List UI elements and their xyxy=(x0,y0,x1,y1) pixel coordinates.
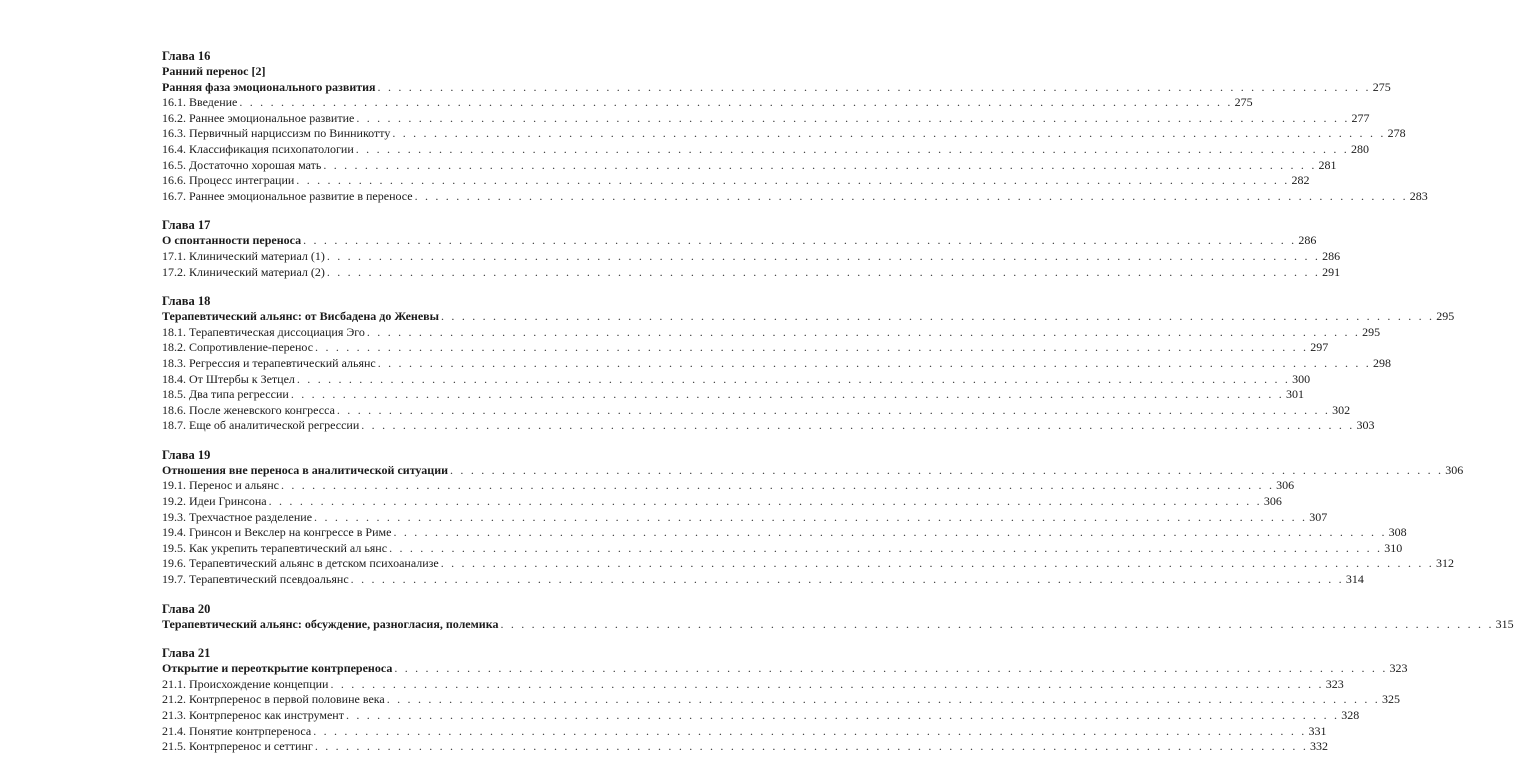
dot-leader xyxy=(500,617,1493,633)
entry-title: 19.7. Терапевтический псевдоальянс xyxy=(162,572,349,587)
entry-title: 21.1. Происхождение концепции xyxy=(162,676,329,691)
page-number: 332 xyxy=(1310,739,1329,754)
chapter-block xyxy=(162,601,1514,633)
page-number: 312 xyxy=(1435,556,1454,571)
chapter-block xyxy=(162,49,1428,204)
chapter-title-entry xyxy=(162,64,567,80)
page-number: 323 xyxy=(1389,661,1408,676)
chapter-label: Глава 16 xyxy=(162,49,211,63)
page-number: 286 xyxy=(1298,233,1317,248)
dot-leader xyxy=(378,356,1371,372)
entry-title: 16.5. Достаточно хорошая мать xyxy=(162,157,322,172)
dot-leader xyxy=(392,126,1385,142)
section-entry xyxy=(162,509,1328,526)
page-number: 306 xyxy=(1263,494,1282,509)
dot-leader xyxy=(313,724,1306,740)
dot-leader xyxy=(314,510,1307,526)
dot-leader xyxy=(441,309,1434,325)
entry-title: 17.2. Клинический материал (2) xyxy=(162,264,325,279)
section-entry xyxy=(162,708,1360,724)
page-number: 297 xyxy=(1310,340,1329,355)
dot-leader xyxy=(323,158,1316,174)
section-entry xyxy=(162,95,1253,111)
entry-title: 16.4. Классификация психопатологии xyxy=(162,141,354,156)
section-entry xyxy=(162,739,1329,755)
page-number: 306 xyxy=(1445,462,1464,477)
dot-leader xyxy=(367,325,1360,341)
entry-title: 18.4. От Штербы к Зетцел xyxy=(162,371,295,386)
chapter-title-entry xyxy=(162,661,1408,677)
dot-leader xyxy=(327,249,1320,265)
entry-title: 18.3. Регрессия и терапевтический альянс xyxy=(162,355,376,370)
section-entry xyxy=(162,188,1428,205)
dot-leader xyxy=(303,233,1296,249)
section-entry xyxy=(162,324,1381,341)
dot-leader xyxy=(315,340,1308,356)
page-number: 275 xyxy=(1372,79,1391,94)
dot-leader xyxy=(393,525,1386,541)
section-entry xyxy=(162,676,1344,693)
dot-leader xyxy=(239,95,1232,111)
section-entry xyxy=(162,556,1454,572)
dot-leader xyxy=(337,403,1330,419)
page-number: 303 xyxy=(1356,418,1375,433)
dot-leader xyxy=(415,189,1408,205)
entry-title: 17.1. Клинический материал (1) xyxy=(162,248,325,263)
chapter-label: Глава 20 xyxy=(162,601,211,616)
entry-title: Открытие и переоткрытие контрпереноса xyxy=(162,661,393,676)
dot-leader xyxy=(269,494,1262,510)
entry-title: О спонтанности переноса xyxy=(162,233,302,248)
section-entry xyxy=(162,723,1327,740)
page-number: 306 xyxy=(1276,478,1295,493)
entry-title: Ранний перенос [2] xyxy=(162,64,266,78)
section-entry xyxy=(162,126,1406,142)
section-entry xyxy=(162,692,1400,708)
entry-title: 19.3. Трехчастное разделение xyxy=(162,509,313,524)
section-entry xyxy=(162,264,1341,281)
entry-title: 19.2. Идеи Гринсона xyxy=(162,494,267,509)
entry-title: 21.5. Контрперенос и сеттинг xyxy=(162,739,313,754)
page-number: 310 xyxy=(1384,540,1403,555)
chapter-label: Глава 17 xyxy=(162,218,211,233)
section-entry xyxy=(162,110,1370,127)
entry-title: Отношения вне переноса в аналитической ситуации xyxy=(162,462,449,477)
section-entry xyxy=(162,494,1282,510)
entry-title: 16.6. Процесс интеграции xyxy=(162,173,295,188)
entry-title: 19.4. Гринсон и Векслер на конгрессе в Риме xyxy=(162,525,392,540)
entry-title: 16.1. Введение xyxy=(162,95,238,110)
page-number: 302 xyxy=(1332,402,1351,417)
page-number: 323 xyxy=(1325,676,1344,691)
page-number: 281 xyxy=(1318,157,1337,172)
chapter-label: Глава 19 xyxy=(162,447,211,462)
dot-leader xyxy=(450,463,1443,479)
page-number: 295 xyxy=(1362,324,1381,339)
dot-leader xyxy=(327,265,1320,281)
page-number: 280 xyxy=(1350,141,1369,156)
dot-leader xyxy=(441,556,1434,572)
dot-leader xyxy=(389,541,1382,557)
entry-title: 16.3. Первичный нарциссизм по Винникотту xyxy=(162,126,391,141)
page-number: 278 xyxy=(1387,126,1406,141)
dot-leader xyxy=(291,387,1284,403)
section-entry xyxy=(162,340,1329,356)
section-entry xyxy=(162,478,1295,494)
entry-title: 21.4. Понятие контрпереноса xyxy=(162,723,312,738)
section-entry xyxy=(162,173,1310,189)
dot-leader xyxy=(351,572,1344,588)
page-number: 275 xyxy=(1234,95,1253,110)
dot-leader xyxy=(361,418,1354,434)
chapter-title-entry xyxy=(162,79,1391,96)
section-entry xyxy=(162,402,1351,419)
dot-leader xyxy=(356,142,1349,158)
page-number: 331 xyxy=(1308,723,1327,738)
page-number: 298 xyxy=(1372,355,1391,370)
dot-leader xyxy=(387,692,1380,708)
section-entry xyxy=(162,157,1337,174)
page-number: 291 xyxy=(1322,264,1341,279)
dot-leader xyxy=(394,661,1387,677)
entry-title: 18.2. Сопротивление-перенос xyxy=(162,340,314,355)
section-entry xyxy=(162,371,1311,388)
page-number: 295 xyxy=(1436,309,1455,324)
entry-title: 16.7. Раннее эмоциональное развитие в переносе xyxy=(162,188,413,203)
section-entry xyxy=(162,248,1341,265)
chapter-title-entry xyxy=(162,233,1317,249)
dot-leader xyxy=(296,173,1289,189)
chapter-label: Глава 18 xyxy=(162,294,211,309)
page-number: 307 xyxy=(1309,509,1328,524)
section-entry xyxy=(162,525,1407,541)
dot-leader xyxy=(297,372,1290,388)
entry-title: 19.1. Перенос и альянс xyxy=(162,478,279,493)
dot-leader xyxy=(378,80,1371,96)
section-entry xyxy=(162,387,1305,403)
entry-title: 18.7. Еще об аналитической регрессии xyxy=(162,418,360,433)
chapter-title-entry xyxy=(162,309,1455,325)
entry-title: 21.3. Контрперенос как инструмент xyxy=(162,708,344,722)
page-number: 328 xyxy=(1341,708,1360,722)
chapter-block xyxy=(162,646,1408,755)
chapter-block xyxy=(162,294,1455,434)
page-number: 283 xyxy=(1409,188,1428,203)
page-number: 286 xyxy=(1322,248,1341,263)
dot-leader xyxy=(330,677,1323,693)
page-number: 277 xyxy=(1351,110,1370,125)
table-of-contents xyxy=(162,49,1514,769)
entry-title: 18.1. Терапевтическая диссоциация Эго xyxy=(162,324,365,339)
dot-leader xyxy=(315,739,1308,755)
entry-title: 16.2. Раннее эмоциональное развитие xyxy=(162,110,355,125)
chapter-title-entry xyxy=(162,462,1464,479)
dot-leader xyxy=(281,478,1274,494)
page-number: 282 xyxy=(1291,173,1310,188)
chapter-block xyxy=(162,218,1341,280)
section-entry xyxy=(162,141,1369,158)
entry-title: Ранняя фаза эмоционального развития xyxy=(162,79,376,94)
section-entry xyxy=(162,572,1364,588)
page-number: 301 xyxy=(1286,387,1305,402)
entry-title: 21.2. Контрперенос в первой половине века xyxy=(162,692,385,707)
page-number: 315 xyxy=(1495,616,1514,631)
entry-title: Терапевтический альянс: обсуждение, разногласия, полемика xyxy=(162,616,499,631)
entry-title: 19.6. Терапевтический альянс в детском психоанализе xyxy=(162,556,439,571)
chapter-block xyxy=(162,447,1464,588)
chapter-label: Глава 21 xyxy=(162,646,211,661)
entry-title: Терапевтический альянс: от Висбадена до Женевы xyxy=(162,309,440,324)
page-number: 314 xyxy=(1345,572,1364,587)
section-entry xyxy=(162,540,1403,557)
entry-title: 18.5. Два типа регрессии xyxy=(162,387,289,402)
chapter-title-entry xyxy=(162,616,1514,633)
entry-title: 18.6. После женевского конгресса xyxy=(162,402,335,417)
entry-title: 19.5. Как укрепить терапевтический ал ьянс xyxy=(162,540,388,555)
section-entry xyxy=(162,418,1375,434)
page-number: 308 xyxy=(1388,525,1407,540)
dot-leader xyxy=(356,111,1349,127)
page-number: 325 xyxy=(1381,692,1400,707)
dot-leader xyxy=(346,708,1339,724)
page-number: 300 xyxy=(1292,371,1311,386)
section-entry xyxy=(162,355,1391,372)
